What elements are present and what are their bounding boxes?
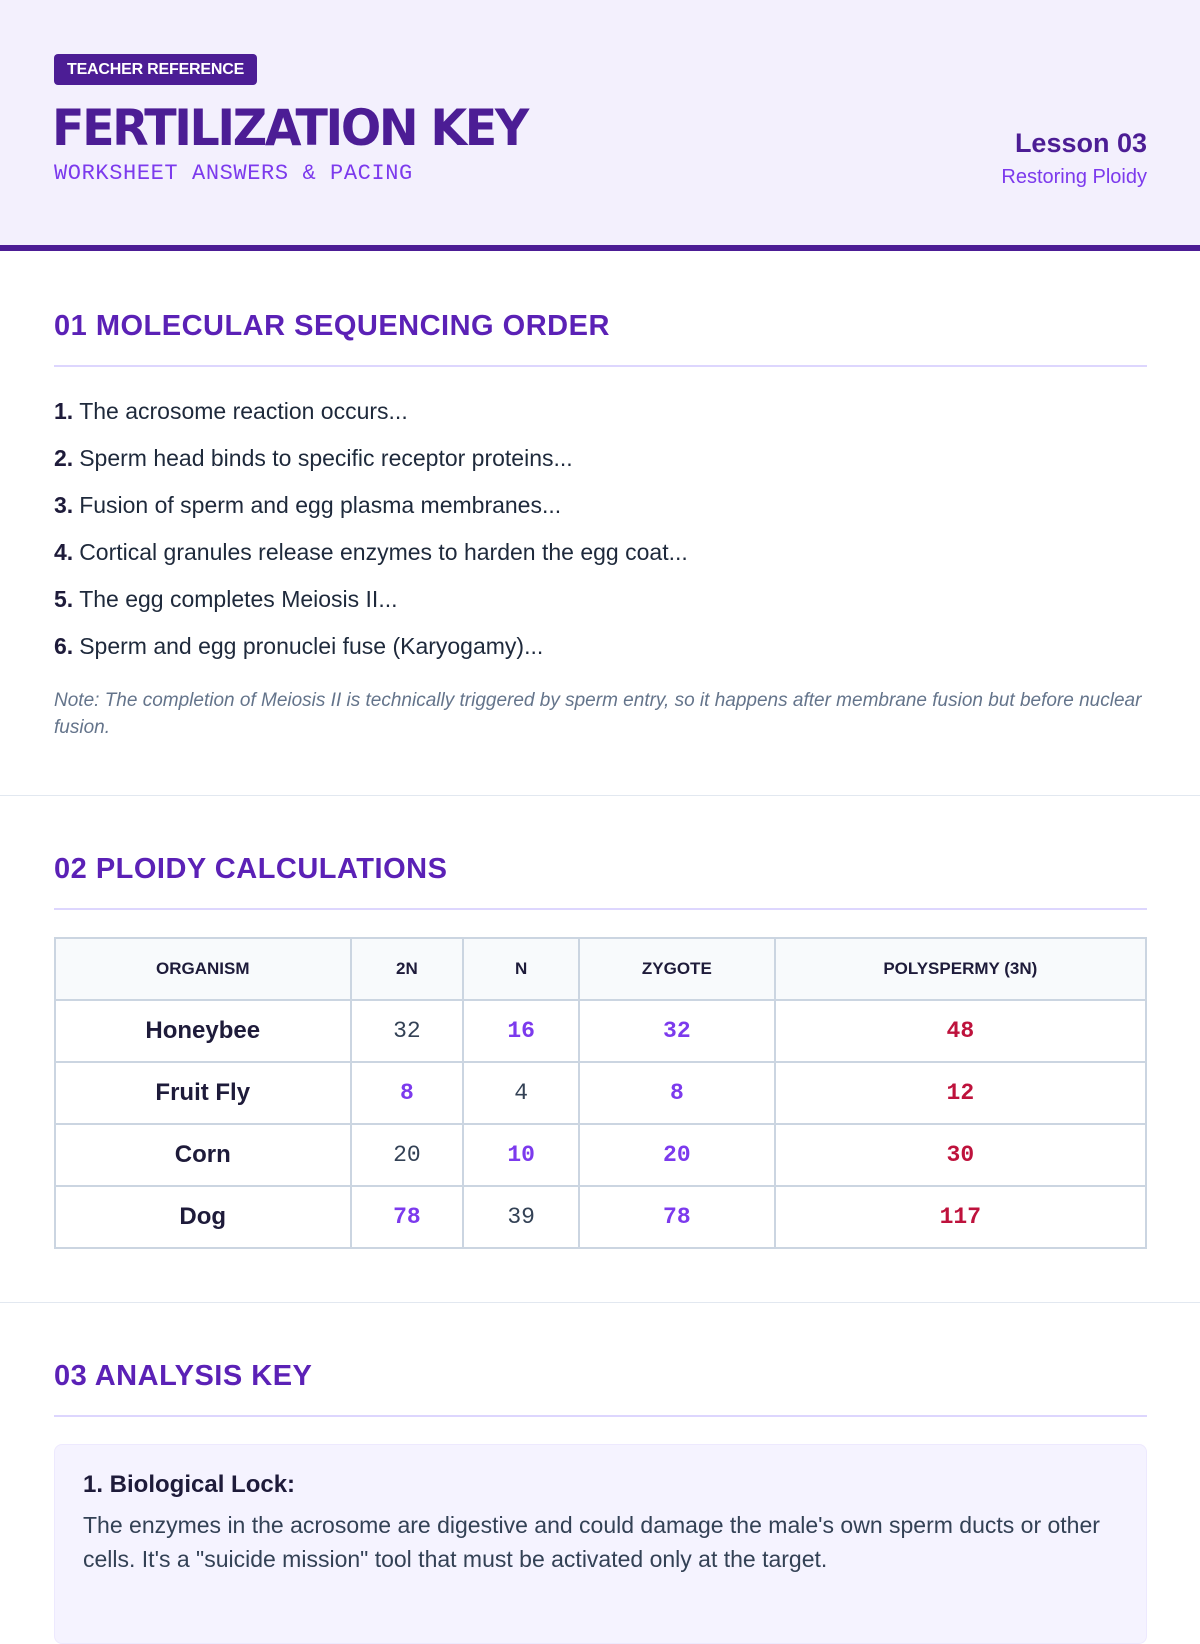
- table-row: [55, 1000, 1146, 1062]
- two-n-cell: 32: [351, 1000, 464, 1062]
- sequencing-note: Note: The completion of Meiosis II is technically triggered by sperm entry, so it happens after membrane fusion but before nuclear fusion.: [54, 690, 1142, 738]
- polyspermy-cell: 117: [775, 1186, 1146, 1248]
- table-header-row: [55, 938, 1146, 1000]
- organism-cell: Dog: [55, 1186, 351, 1248]
- section-divider: [0, 1302, 1200, 1303]
- list-item-text: The egg completes Meiosis II...: [79, 586, 398, 612]
- analysis-card: [54, 1444, 1147, 1644]
- list-item-number: 2.: [54, 445, 74, 471]
- list-item: [54, 631, 543, 661]
- section-title-sequencing: 01 MOLECULAR SEQUENCING ORDER: [54, 310, 610, 342]
- table-row: [55, 1124, 1146, 1186]
- organism-cell: Fruit Fly: [55, 1062, 351, 1124]
- zygote-cell: 32: [579, 1000, 775, 1062]
- list-item: [54, 396, 408, 426]
- section-title-ploidy: 02 PLOIDY CALCULATIONS: [54, 853, 448, 885]
- page-subtitle: WORKSHEET ANSWERS & PACING: [54, 161, 413, 186]
- organism-cell: Honeybee: [55, 1000, 351, 1062]
- zygote-cell: 8: [579, 1062, 775, 1124]
- list-item-number: 6.: [54, 633, 74, 659]
- list-item-number: 4.: [54, 539, 74, 565]
- list-item-text: Sperm head binds to specific receptor proteins...: [79, 445, 573, 471]
- list-item: [54, 443, 573, 473]
- list-item-text: Cortical granules release enzymes to harden the egg coat...: [79, 539, 688, 565]
- column-header-2n: 2N: [351, 938, 464, 1000]
- table-row: [55, 1062, 1146, 1124]
- section-title-analysis: 03 ANALYSIS KEY: [54, 1360, 313, 1392]
- list-item-number: 3.: [54, 492, 74, 518]
- list-item: [54, 537, 688, 567]
- lesson-subtitle: Restoring Ploidy: [1001, 166, 1147, 188]
- section-rule: [54, 365, 1147, 367]
- column-header-zygote: ZYGOTE: [579, 938, 775, 1000]
- analysis-item-label: 1. Biological Lock:: [83, 1471, 296, 1498]
- lesson-number: Lesson 03: [1014, 128, 1147, 158]
- n-cell: 4: [463, 1062, 579, 1124]
- list-item-number: 1.: [54, 398, 74, 424]
- polyspermy-cell: 30: [775, 1124, 1146, 1186]
- zygote-cell: 78: [579, 1186, 775, 1248]
- zygote-cell: 20: [579, 1124, 775, 1186]
- n-cell: 10: [463, 1124, 579, 1186]
- n-cell: 39: [463, 1186, 579, 1248]
- teacher-reference-badge: TEACHER REFERENCE: [54, 54, 257, 85]
- column-header-n: N: [463, 938, 579, 1000]
- page-title: FERTILIZATION KEY: [52, 99, 527, 157]
- two-n-cell: 78: [351, 1186, 464, 1248]
- organism-cell: Corn: [55, 1124, 351, 1186]
- list-item-text: Sperm and egg pronuclei fuse (Karyogamy)...: [79, 633, 544, 659]
- analysis-item-text: The enzymes in the acrosome are digestive and could damage the male's own sperm ducts or other cells. It's a "suicide mission" tool that must be activated only at the target.: [83, 1512, 1100, 1572]
- page-header: [0, 0, 1200, 251]
- section-divider: [0, 795, 1200, 796]
- column-header-organism: ORGANISM: [55, 938, 351, 1000]
- two-n-cell: 8: [351, 1062, 464, 1124]
- list-item: [54, 584, 398, 614]
- list-item-text: Fusion of sperm and egg plasma membranes...: [79, 492, 562, 518]
- polyspermy-cell: 48: [775, 1000, 1146, 1062]
- column-header-polyspermy: POLYSPERMY (3N): [775, 938, 1146, 1000]
- list-item: [54, 490, 561, 520]
- polyspermy-cell: 12: [775, 1062, 1146, 1124]
- section-rule: [54, 1415, 1147, 1417]
- list-item-number: 5.: [54, 586, 74, 612]
- table-row: [55, 1186, 1146, 1248]
- ploidy-table: [54, 937, 1147, 1249]
- two-n-cell: 20: [351, 1124, 464, 1186]
- n-cell: 16: [463, 1000, 579, 1062]
- list-item-text: The acrosome reaction occurs...: [79, 398, 408, 424]
- section-rule: [54, 908, 1147, 910]
